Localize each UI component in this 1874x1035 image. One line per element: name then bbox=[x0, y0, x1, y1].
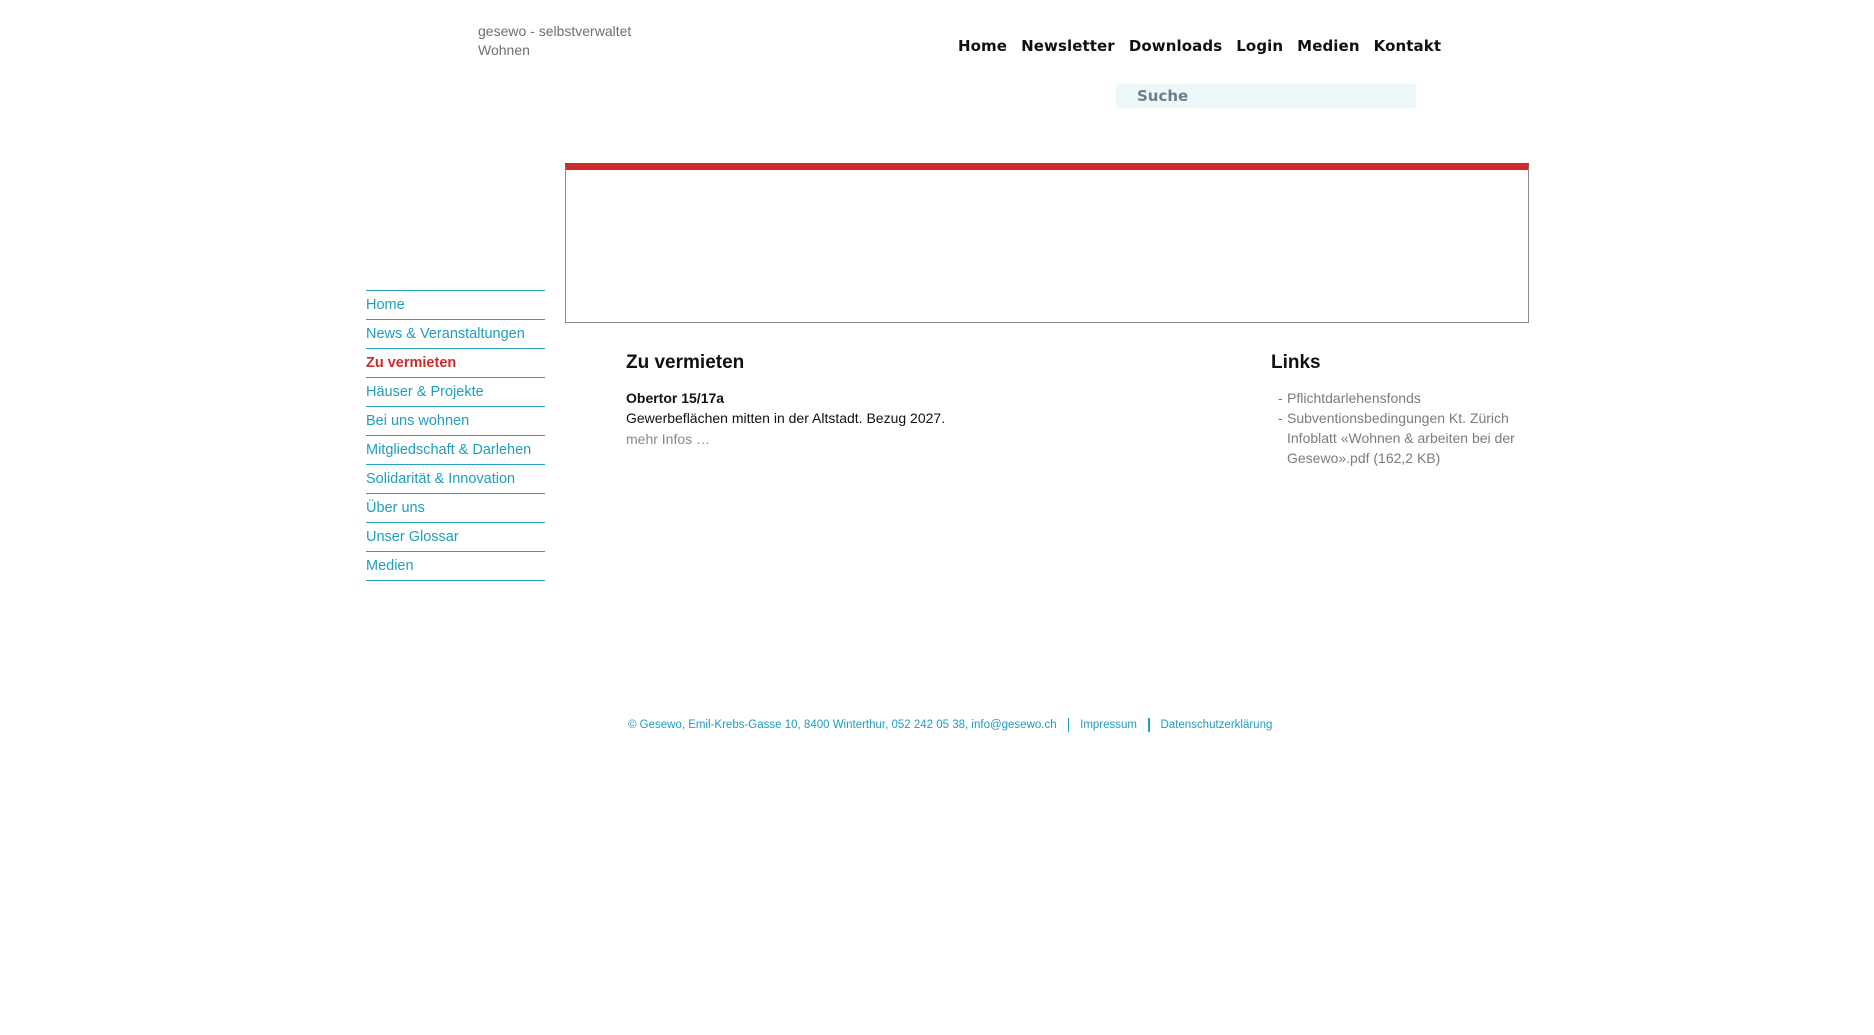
bullet-dash: - bbox=[1278, 390, 1283, 406]
link-label: Pflichtdarlehensfonds bbox=[1287, 390, 1421, 406]
sidebar-item-solidaritaet[interactable]: Solidarität & Innovation bbox=[366, 465, 545, 494]
link-label: Subventionsbedingungen Kt. Zürich Infoblatt «Wohnen & arbeiten bei der Gesewo».pdf (162,2 KB) bbox=[1287, 410, 1515, 466]
side-navigation bbox=[366, 290, 545, 581]
listing-title: Obertor 15/17a bbox=[626, 390, 725, 406]
site-tagline: gesewo - selbstverwaltet Wohnen bbox=[478, 23, 632, 58]
privacy-link[interactable]: Datenschutzerklärung bbox=[1160, 719, 1273, 731]
topnav-newsletter[interactable]: Newsletter bbox=[1021, 37, 1115, 55]
links-heading: Links bbox=[1271, 352, 1321, 373]
main-content bbox=[626, 352, 1066, 450]
page-title: Zu vermieten bbox=[626, 352, 745, 373]
sidebar-item-home[interactable]: Home bbox=[366, 291, 545, 320]
top-navigation bbox=[958, 37, 1455, 55]
more-info-link[interactable]: mehr Infos … bbox=[626, 431, 711, 447]
sidebar-item-mitgliedschaft[interactable]: Mitgliedschaft & Darlehen bbox=[366, 436, 545, 465]
topnav-downloads[interactable]: Downloads bbox=[1128, 37, 1223, 55]
footer-separator bbox=[1068, 718, 1070, 732]
footer-separator bbox=[1148, 718, 1150, 732]
link-pflichtdarlehensfonds[interactable] bbox=[1271, 388, 1521, 408]
sidebar-item-ueber-uns[interactable]: Über uns bbox=[366, 494, 545, 523]
topnav-login[interactable]: Login bbox=[1236, 37, 1284, 55]
topnav-kontakt[interactable]: Kontakt bbox=[1373, 37, 1442, 55]
sidebar-item-zu-vermieten[interactable]: Zu vermieten bbox=[366, 349, 545, 378]
links-panel bbox=[1271, 352, 1521, 468]
page-footer bbox=[628, 718, 1272, 732]
header-banner bbox=[565, 163, 1529, 323]
sidebar-item-wohnen[interactable]: Bei uns wohnen bbox=[366, 407, 545, 436]
search-input[interactable] bbox=[1116, 84, 1416, 108]
footer-address: © Gesewo, Emil-Krebs-Gasse 10, 8400 Winterthur, 052 242 05 38, info@gesewo.ch bbox=[628, 719, 1057, 731]
topnav-home[interactable]: Home bbox=[958, 37, 1008, 55]
sidebar-item-haeuser[interactable]: Häuser & Projekte bbox=[366, 378, 545, 407]
sidebar-item-medien[interactable]: Medien bbox=[366, 552, 545, 581]
sidebar-item-news[interactable]: News & Veranstaltungen bbox=[366, 320, 545, 349]
listing-description: Gewerbeflächen mitten in der Altstadt. Bezug 2027. bbox=[626, 410, 946, 426]
bullet-dash: - bbox=[1278, 410, 1283, 426]
sidebar-item-glossar[interactable]: Unser Glossar bbox=[366, 523, 545, 552]
impressum-link[interactable]: Impressum bbox=[1080, 719, 1137, 731]
link-subventionsbedingungen[interactable] bbox=[1271, 408, 1521, 468]
topnav-medien[interactable]: Medien bbox=[1297, 37, 1360, 55]
